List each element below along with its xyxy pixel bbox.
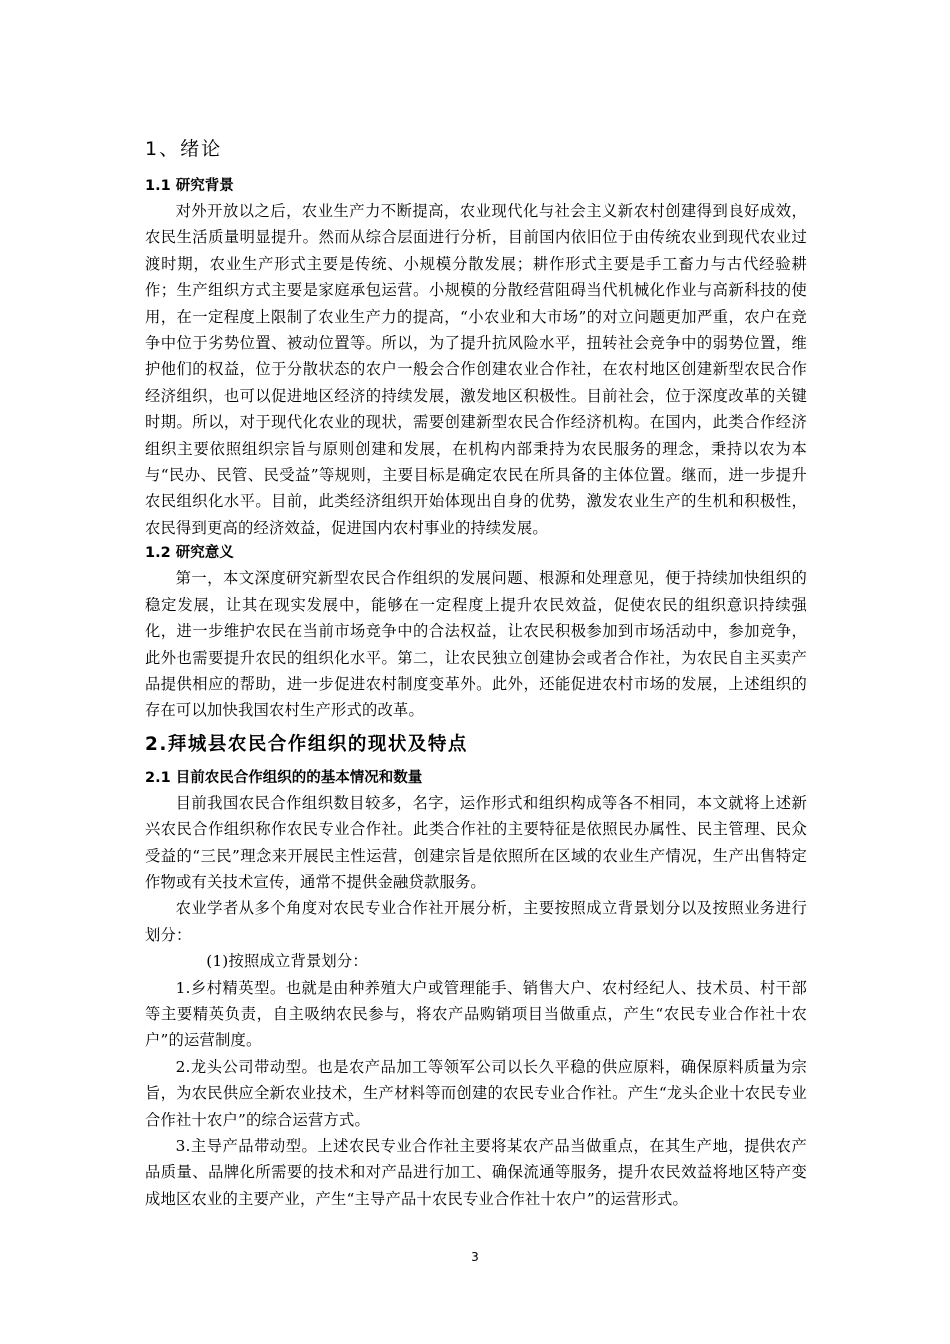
section-1-1-title: 1.1 研究背景 <box>145 178 234 194</box>
list-item-3: 3.主导产品带动型。上述农民专业合作社主要将某农产品当做重点，在其生产地，提供农产品质量、品牌化所需要的技术和对产品进行加工、确保流通等服务，提升农民效益将地区特产变成地区农业的主要产业，产生“主导产品十农民专业合作社十农户”的运营形式。 <box>145 1137 807 1208</box>
section-1-2-paragraph: 第一，本文深度研究新型农民合作组织的发展问题、根源和处理意见，便于持续加快组织的稳定发展，让其在现实发展中，能够在一定程度上提升农民效益，促使农民的组织意识持续强化，进一步维护农民在当前市场竞争中的合法权益，让农民积极参加到市场活动中，参加竞争，此外也需要提升农民的组织化水平。第二，让农民独立创建协会或者合作社，为农民自主买卖产品提供相应的帮助，进一步促进农村制度变革外。此外，还能促进农村市场的发展，上述组织的存在可以加快我国农村生产形式的改革。 <box>145 569 807 720</box>
chapter-2-title: 2.拜城县农民合作组织的现状及特点 <box>145 733 468 755</box>
section-1-2-title: 1.2 研究意义 <box>145 545 234 562</box>
list-item-1: 1.乡村精英型。也就是由种养殖大户或管理能手、销售大户、农村经纪人、技术员、村干部等主要精英负责，自主吸纳农民参与，将农产品购销项目当做重点，产生“农民专业合作社十农户”的运营制度。 <box>145 978 807 1050</box>
section-2-1-paragraph-1: 目前我国农民合作组织数目较多，名字，运作形式和组织构成等各不相同，本文就将上述新兴农民合作组织称作农民专业合作社。此类合作社的主要特征是依照民办属性、民主管理、民众受益的“三民”理念来开展民主性运营，创建宗旨是依照所在区域的农业生产情况，生产出售特定作物或有关技术宣传，通常不提供金融贷款服务。 <box>145 793 807 891</box>
classification-heading: (1)按照成立背景划分： <box>206 952 368 971</box>
section-2-1-title: 2.1 目前农民合作组织的的基本情况和数量 <box>145 769 423 786</box>
section-1-1-paragraph: 对外开放以之后，农业生产力不断提高，农业现代化与社会主义新农村创建得到良好成效，农民生活质量明显提升。然而从综合层面进行分析，目前国内依旧位于由传统农业到现代农业过渡时期，农业生产形式主要是传统、小规模分散发展；耕作形式主要是手工畜力与古代经验耕作；生产组织方式主要是家庭承包运营。小规模的分散经营阻碍当代机械化作业与高新科技的使用，在一定程度上限制了农业生产力的提高，“小农业和大市场”的对立问题更加严重，农户在竞争中位于劣势位置、被动位置等。所以，为了提升抗风险水平，扭转社会竞争中的弱势位置，维护他们的权益，位于分散状态的农户一般会合作创建农业合作社，在农村地区创建新型农民合作经济组织，也可以促进地区经济的持续发展，激发地区积极性。目前社会，位于深度改革的关键时期。所以，对于现代化农业的现状，需要创建新型农民合作经济机构。在国内，此类合作经济组织主要依照组织宗旨与原则创建和发展，在机构内部秉持为农民服务的理念，秉持以农为本与“民办、民管、民受益”等规则，主要目标是确定农民在所具备的主体位置。继而，进一步提升农民组织化水平。目前，此类经济组织开始体现出自身的优势，激发农业生产的生机和积极性，农民得到更高的经济效益，促进国内农村事业的持续发展。 <box>145 202 807 537</box>
list-item-2: 2.龙头公司带动型。也是农产品加工等领军公司以长久平稳的供应原料，确保原料质量为宗旨，为农民供应全新农业技术，生产材料等而创建的农民专业合作社。产生“龙头企业十农民专业合作社十农户”的综合运营方式。 <box>145 1057 807 1129</box>
section-2-1-paragraph-2: 农业学者从多个角度对农民专业合作社开展分析，主要按照成立背景划分以及按照业务进行划分： <box>145 899 807 944</box>
document-page <box>145 134 807 1212</box>
chapter-1-title: 1、绪论 <box>145 138 223 160</box>
page-number: 3 <box>471 1250 479 1264</box>
